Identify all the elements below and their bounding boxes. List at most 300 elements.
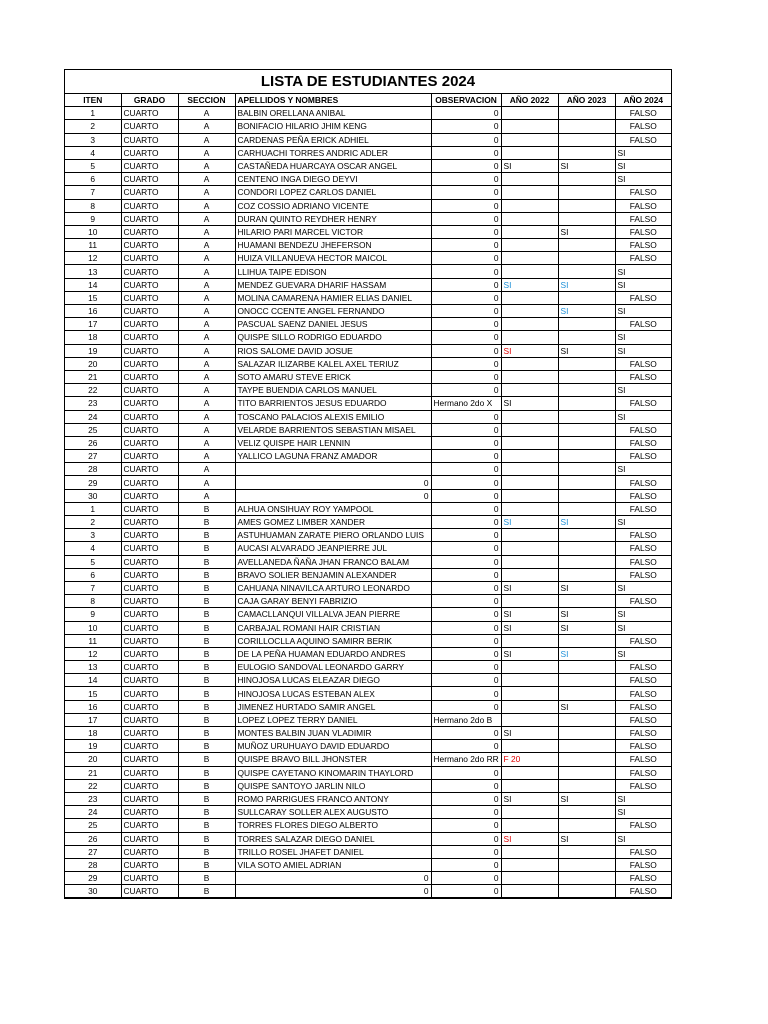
- cell-seccion[interactable]: A: [178, 489, 235, 502]
- cell-grado[interactable]: CUARTO: [121, 845, 178, 858]
- cell-observacion[interactable]: 0: [431, 806, 501, 819]
- cell-seccion[interactable]: A: [178, 199, 235, 212]
- cell-apellidos-nombres[interactable]: ALHUA ONSIHUAY ROY YAMPOOL: [235, 502, 431, 515]
- cell-ano-2022[interactable]: [501, 872, 558, 885]
- cell-ano-2024[interactable]: FALSO: [615, 779, 671, 792]
- cell-ano-2023[interactable]: [558, 199, 615, 212]
- cell-seccion[interactable]: A: [178, 410, 235, 423]
- cell-apellidos-nombres[interactable]: AVELLANEDA ÑAÑA JHAN FRANCO BALAM: [235, 555, 431, 568]
- cell-seccion[interactable]: B: [178, 872, 235, 885]
- cell-grado[interactable]: CUARTO: [121, 687, 178, 700]
- cell-ano-2023[interactable]: [558, 133, 615, 146]
- cell-ano-2024[interactable]: FALSO: [615, 740, 671, 753]
- cell-observacion[interactable]: 0: [431, 423, 501, 436]
- cell-seccion[interactable]: A: [178, 476, 235, 489]
- cell-iten[interactable]: 30: [65, 885, 121, 898]
- cell-iten[interactable]: 12: [65, 252, 121, 265]
- cell-ano-2023[interactable]: SI: [558, 700, 615, 713]
- cell-ano-2023[interactable]: [558, 806, 615, 819]
- cell-observacion[interactable]: 0: [431, 674, 501, 687]
- cell-iten[interactable]: 3: [65, 133, 121, 146]
- cell-ano-2022[interactable]: [501, 318, 558, 331]
- cell-seccion[interactable]: A: [178, 265, 235, 278]
- cell-apellidos-nombres[interactable]: VELIZ QUISPE HAIR LENNIN: [235, 436, 431, 449]
- cell-observacion[interactable]: 0: [431, 291, 501, 304]
- cell-ano-2024[interactable]: FALSO: [615, 713, 671, 726]
- cell-iten[interactable]: 26: [65, 832, 121, 845]
- cell-grado[interactable]: CUARTO: [121, 806, 178, 819]
- cell-observacion[interactable]: Hermano 2do X: [431, 397, 501, 410]
- cell-observacion[interactable]: 0: [431, 278, 501, 291]
- cell-observacion[interactable]: 0: [431, 239, 501, 252]
- cell-iten[interactable]: 1: [65, 107, 121, 120]
- cell-ano-2024[interactable]: SI: [615, 146, 671, 159]
- cell-ano-2022[interactable]: [501, 819, 558, 832]
- cell-apellidos-nombres[interactable]: CARBAJAL ROMANI HAIR CRISTIAN: [235, 621, 431, 634]
- cell-ano-2023[interactable]: [558, 727, 615, 740]
- cell-observacion[interactable]: 0: [431, 542, 501, 555]
- cell-grado[interactable]: CUARTO: [121, 252, 178, 265]
- cell-ano-2024[interactable]: FALSO: [615, 819, 671, 832]
- cell-iten[interactable]: 10: [65, 621, 121, 634]
- cell-ano-2024[interactable]: SI: [615, 265, 671, 278]
- cell-apellidos-nombres[interactable]: CARHUACHI TORRES ANDRIC ADLER: [235, 146, 431, 159]
- cell-apellidos-nombres[interactable]: ONOCC CCENTE ANGEL FERNANDO: [235, 305, 431, 318]
- cell-grado[interactable]: CUARTO: [121, 318, 178, 331]
- cell-ano-2022[interactable]: [501, 146, 558, 159]
- cell-seccion[interactable]: A: [178, 357, 235, 370]
- cell-seccion[interactable]: A: [178, 423, 235, 436]
- cell-iten[interactable]: 27: [65, 845, 121, 858]
- cell-observacion[interactable]: 0: [431, 463, 501, 476]
- cell-ano-2022[interactable]: [501, 120, 558, 133]
- cell-ano-2024[interactable]: SI: [615, 173, 671, 186]
- cell-ano-2023[interactable]: [558, 450, 615, 463]
- cell-ano-2023[interactable]: [558, 423, 615, 436]
- cell-grado[interactable]: CUARTO: [121, 397, 178, 410]
- cell-seccion[interactable]: B: [178, 542, 235, 555]
- cell-grado[interactable]: CUARTO: [121, 885, 178, 898]
- cell-grado[interactable]: CUARTO: [121, 792, 178, 805]
- cell-iten[interactable]: 9: [65, 212, 121, 225]
- cell-iten[interactable]: 7: [65, 186, 121, 199]
- cell-ano-2022[interactable]: [501, 463, 558, 476]
- cell-iten[interactable]: 5: [65, 555, 121, 568]
- cell-apellidos-nombres[interactable]: MOLINA CAMARENA HAMIER ELIAS DANIEL: [235, 291, 431, 304]
- cell-observacion[interactable]: 0: [431, 436, 501, 449]
- cell-grado[interactable]: CUARTO: [121, 357, 178, 370]
- cell-seccion[interactable]: A: [178, 344, 235, 357]
- cell-apellidos-nombres[interactable]: [235, 463, 431, 476]
- cell-ano-2022[interactable]: [501, 331, 558, 344]
- cell-iten[interactable]: 29: [65, 872, 121, 885]
- cell-ano-2023[interactable]: [558, 595, 615, 608]
- cell-observacion[interactable]: 0: [431, 265, 501, 278]
- cell-ano-2022[interactable]: [501, 305, 558, 318]
- cell-observacion[interactable]: 0: [431, 173, 501, 186]
- cell-seccion[interactable]: A: [178, 225, 235, 238]
- cell-ano-2023[interactable]: [558, 502, 615, 515]
- cell-ano-2023[interactable]: [558, 173, 615, 186]
- cell-seccion[interactable]: A: [178, 239, 235, 252]
- col-header-ano-2023[interactable]: AÑO 2023: [558, 94, 615, 107]
- cell-iten[interactable]: 20: [65, 753, 121, 766]
- cell-iten[interactable]: 16: [65, 305, 121, 318]
- col-header-ano-2024[interactable]: AÑO 2024: [615, 94, 671, 107]
- cell-ano-2022[interactable]: [501, 634, 558, 647]
- col-header-ano-2022[interactable]: AÑO 2022: [501, 94, 558, 107]
- cell-seccion[interactable]: B: [178, 568, 235, 581]
- cell-seccion[interactable]: A: [178, 291, 235, 304]
- cell-iten[interactable]: 24: [65, 410, 121, 423]
- cell-ano-2022[interactable]: [501, 766, 558, 779]
- cell-ano-2022[interactable]: [501, 595, 558, 608]
- cell-ano-2023[interactable]: [558, 489, 615, 502]
- cell-grado[interactable]: CUARTO: [121, 225, 178, 238]
- cell-grado[interactable]: CUARTO: [121, 502, 178, 515]
- cell-iten[interactable]: 17: [65, 713, 121, 726]
- cell-ano-2024[interactable]: SI: [615, 463, 671, 476]
- cell-apellidos-nombres[interactable]: TOSCANO PALACIOS ALEXIS EMILIO: [235, 410, 431, 423]
- cell-ano-2024[interactable]: FALSO: [615, 687, 671, 700]
- cell-ano-2024[interactable]: FALSO: [615, 858, 671, 871]
- cell-observacion[interactable]: 0: [431, 212, 501, 225]
- cell-apellidos-nombres[interactable]: VILA SOTO AMIEL ADRIAN: [235, 858, 431, 871]
- cell-iten[interactable]: 15: [65, 291, 121, 304]
- cell-iten[interactable]: 7: [65, 581, 121, 594]
- cell-seccion[interactable]: A: [178, 370, 235, 383]
- cell-observacion[interactable]: 0: [431, 621, 501, 634]
- cell-apellidos-nombres[interactable]: TRILLO ROSEL JHAFET DANIEL: [235, 845, 431, 858]
- cell-apellidos-nombres[interactable]: QUISPE SILLO RODRIGO EDUARDO: [235, 331, 431, 344]
- cell-apellidos-nombres[interactable]: HUIZA VILLANUEVA HECTOR MAICOL: [235, 252, 431, 265]
- cell-seccion[interactable]: A: [178, 384, 235, 397]
- cell-grado[interactable]: CUARTO: [121, 766, 178, 779]
- cell-ano-2024[interactable]: FALSO: [615, 423, 671, 436]
- cell-grado[interactable]: CUARTO: [121, 146, 178, 159]
- cell-ano-2023[interactable]: [558, 107, 615, 120]
- cell-ano-2023[interactable]: SI: [558, 278, 615, 291]
- cell-grado[interactable]: CUARTO: [121, 423, 178, 436]
- cell-ano-2024[interactable]: FALSO: [615, 753, 671, 766]
- cell-ano-2023[interactable]: [558, 674, 615, 687]
- cell-ano-2022[interactable]: [501, 740, 558, 753]
- cell-observacion[interactable]: 0: [431, 186, 501, 199]
- cell-grado[interactable]: CUARTO: [121, 753, 178, 766]
- cell-iten[interactable]: 21: [65, 766, 121, 779]
- cell-apellidos-nombres[interactable]: BRAVO SOLIER BENJAMIN ALEXANDER: [235, 568, 431, 581]
- cell-iten[interactable]: 30: [65, 489, 121, 502]
- cell-iten[interactable]: 10: [65, 225, 121, 238]
- cell-ano-2023[interactable]: SI: [558, 608, 615, 621]
- cell-ano-2023[interactable]: SI: [558, 225, 615, 238]
- cell-seccion[interactable]: A: [178, 133, 235, 146]
- cell-apellidos-nombres[interactable]: CAJA GARAY BENYI FABRIZIO: [235, 595, 431, 608]
- cell-ano-2022[interactable]: [501, 529, 558, 542]
- cell-grado[interactable]: CUARTO: [121, 661, 178, 674]
- cell-apellidos-nombres[interactable]: MONTES BALBIN JUAN VLADIMIR: [235, 727, 431, 740]
- cell-ano-2023[interactable]: [558, 542, 615, 555]
- cell-seccion[interactable]: B: [178, 700, 235, 713]
- cell-iten[interactable]: 6: [65, 173, 121, 186]
- cell-apellidos-nombres[interactable]: CONDORI LOPEZ CARLOS DANIEL: [235, 186, 431, 199]
- cell-ano-2024[interactable]: FALSO: [615, 634, 671, 647]
- cell-grado[interactable]: CUARTO: [121, 344, 178, 357]
- cell-ano-2022[interactable]: SI: [501, 581, 558, 594]
- cell-ano-2024[interactable]: SI: [615, 410, 671, 423]
- cell-seccion[interactable]: B: [178, 740, 235, 753]
- cell-observacion[interactable]: 0: [431, 661, 501, 674]
- cell-ano-2022[interactable]: [501, 555, 558, 568]
- cell-observacion[interactable]: 0: [431, 133, 501, 146]
- cell-seccion[interactable]: A: [178, 436, 235, 449]
- cell-ano-2023[interactable]: [558, 265, 615, 278]
- cell-iten[interactable]: 14: [65, 278, 121, 291]
- cell-apellidos-nombres[interactable]: SULLCARAY SOLLER ALEX AUGUSTO: [235, 806, 431, 819]
- cell-ano-2024[interactable]: FALSO: [615, 133, 671, 146]
- cell-ano-2024[interactable]: SI: [615, 278, 671, 291]
- cell-apellidos-nombres[interactable]: HINOJOSA LUCAS ESTEBAN ALEX: [235, 687, 431, 700]
- cell-ano-2024[interactable]: SI: [615, 305, 671, 318]
- cell-grado[interactable]: CUARTO: [121, 555, 178, 568]
- cell-observacion[interactable]: 0: [431, 647, 501, 660]
- cell-apellidos-nombres[interactable]: ROMO PARRIGUES FRANCO ANTONY: [235, 792, 431, 805]
- cell-grado[interactable]: CUARTO: [121, 700, 178, 713]
- cell-observacion[interactable]: 0: [431, 357, 501, 370]
- col-header-seccion[interactable]: SECCION: [178, 94, 235, 107]
- cell-seccion[interactable]: A: [178, 120, 235, 133]
- cell-seccion[interactable]: B: [178, 608, 235, 621]
- cell-apellidos-nombres[interactable]: CENTENO INGA DIEGO DEYVI: [235, 173, 431, 186]
- cell-ano-2023[interactable]: SI: [558, 832, 615, 845]
- cell-observacion[interactable]: 0: [431, 529, 501, 542]
- cell-observacion[interactable]: 0: [431, 885, 501, 898]
- cell-observacion[interactable]: 0: [431, 370, 501, 383]
- cell-ano-2024[interactable]: SI: [615, 516, 671, 529]
- cell-apellidos-nombres[interactable]: LOPEZ LOPEZ TERRY DANIEL: [235, 713, 431, 726]
- cell-apellidos-nombres[interactable]: MUÑOZ URUHUAYO DAVID EDUARDO: [235, 740, 431, 753]
- cell-ano-2024[interactable]: FALSO: [615, 397, 671, 410]
- cell-ano-2024[interactable]: FALSO: [615, 357, 671, 370]
- cell-observacion[interactable]: 0: [431, 595, 501, 608]
- cell-ano-2023[interactable]: [558, 357, 615, 370]
- cell-ano-2023[interactable]: SI: [558, 647, 615, 660]
- cell-apellidos-nombres[interactable]: TITO BARRIENTOS JESUS EDUARDO: [235, 397, 431, 410]
- cell-seccion[interactable]: A: [178, 186, 235, 199]
- cell-apellidos-nombres[interactable]: AUCASI ALVARADO JEANPIERRE JUL: [235, 542, 431, 555]
- cell-apellidos-nombres[interactable]: CAHUANA NINAVILCA ARTURO LEONARDO: [235, 581, 431, 594]
- cell-observacion[interactable]: 0: [431, 634, 501, 647]
- cell-ano-2024[interactable]: FALSO: [615, 120, 671, 133]
- cell-iten[interactable]: 28: [65, 858, 121, 871]
- cell-grado[interactable]: CUARTO: [121, 410, 178, 423]
- cell-observacion[interactable]: 0: [431, 489, 501, 502]
- cell-ano-2023[interactable]: [558, 397, 615, 410]
- cell-grado[interactable]: CUARTO: [121, 384, 178, 397]
- cell-apellidos-nombres[interactable]: 0: [235, 885, 431, 898]
- cell-seccion[interactable]: B: [178, 713, 235, 726]
- cell-apellidos-nombres[interactable]: CAMACLLANQUI VILLALVA JEAN PIERRE: [235, 608, 431, 621]
- cell-ano-2022[interactable]: [501, 252, 558, 265]
- cell-observacion[interactable]: 0: [431, 779, 501, 792]
- cell-iten[interactable]: 14: [65, 674, 121, 687]
- cell-seccion[interactable]: B: [178, 647, 235, 660]
- cell-grado[interactable]: CUARTO: [121, 581, 178, 594]
- cell-grado[interactable]: CUARTO: [121, 740, 178, 753]
- cell-observacion[interactable]: 0: [431, 516, 501, 529]
- cell-seccion[interactable]: B: [178, 529, 235, 542]
- cell-observacion[interactable]: 0: [431, 318, 501, 331]
- cell-ano-2024[interactable]: FALSO: [615, 476, 671, 489]
- cell-grado[interactable]: CUARTO: [121, 120, 178, 133]
- cell-observacion[interactable]: 0: [431, 727, 501, 740]
- cell-observacion[interactable]: 0: [431, 740, 501, 753]
- cell-seccion[interactable]: A: [178, 331, 235, 344]
- cell-ano-2022[interactable]: [501, 806, 558, 819]
- cell-iten[interactable]: 18: [65, 727, 121, 740]
- cell-iten[interactable]: 19: [65, 740, 121, 753]
- cell-ano-2024[interactable]: SI: [615, 792, 671, 805]
- cell-ano-2023[interactable]: [558, 212, 615, 225]
- cell-seccion[interactable]: A: [178, 212, 235, 225]
- cell-observacion[interactable]: 0: [431, 581, 501, 594]
- cell-ano-2024[interactable]: FALSO: [615, 212, 671, 225]
- cell-grado[interactable]: CUARTO: [121, 516, 178, 529]
- cell-ano-2022[interactable]: [501, 885, 558, 898]
- cell-ano-2023[interactable]: [558, 436, 615, 449]
- cell-grado[interactable]: CUARTO: [121, 621, 178, 634]
- cell-apellidos-nombres[interactable]: JIMENEZ HURTADO SAMIR ANGEL: [235, 700, 431, 713]
- cell-ano-2022[interactable]: [501, 357, 558, 370]
- cell-apellidos-nombres[interactable]: 0: [235, 872, 431, 885]
- cell-iten[interactable]: 1: [65, 502, 121, 515]
- cell-observacion[interactable]: 0: [431, 832, 501, 845]
- cell-ano-2022[interactable]: SI: [501, 832, 558, 845]
- cell-ano-2023[interactable]: [558, 331, 615, 344]
- cell-ano-2022[interactable]: SI: [501, 621, 558, 634]
- cell-iten[interactable]: 19: [65, 344, 121, 357]
- cell-observacion[interactable]: 0: [431, 450, 501, 463]
- cell-ano-2024[interactable]: FALSO: [615, 450, 671, 463]
- cell-iten[interactable]: 4: [65, 542, 121, 555]
- cell-ano-2024[interactable]: FALSO: [615, 186, 671, 199]
- cell-ano-2024[interactable]: SI: [615, 331, 671, 344]
- cell-ano-2023[interactable]: [558, 819, 615, 832]
- cell-ano-2024[interactable]: FALSO: [615, 252, 671, 265]
- cell-ano-2022[interactable]: [501, 489, 558, 502]
- cell-ano-2024[interactable]: FALSO: [615, 595, 671, 608]
- cell-grado[interactable]: CUARTO: [121, 370, 178, 383]
- cell-ano-2022[interactable]: [501, 502, 558, 515]
- cell-ano-2024[interactable]: FALSO: [615, 225, 671, 238]
- cell-seccion[interactable]: A: [178, 159, 235, 172]
- cell-iten[interactable]: 17: [65, 318, 121, 331]
- cell-grado[interactable]: CUARTO: [121, 186, 178, 199]
- cell-apellidos-nombres[interactable]: CORILLOCLLA AQUINO SAMIRR BERIK: [235, 634, 431, 647]
- cell-apellidos-nombres[interactable]: 0: [235, 489, 431, 502]
- cell-apellidos-nombres[interactable]: VELARDE BARRIENTOS SEBASTIAN MISAEL: [235, 423, 431, 436]
- cell-iten[interactable]: 11: [65, 634, 121, 647]
- cell-ano-2023[interactable]: SI: [558, 344, 615, 357]
- cell-grado[interactable]: CUARTO: [121, 647, 178, 660]
- cell-grado[interactable]: CUARTO: [121, 463, 178, 476]
- cell-ano-2023[interactable]: [558, 872, 615, 885]
- cell-ano-2022[interactable]: SI: [501, 397, 558, 410]
- cell-seccion[interactable]: B: [178, 502, 235, 515]
- cell-seccion[interactable]: B: [178, 806, 235, 819]
- cell-ano-2022[interactable]: [501, 476, 558, 489]
- cell-seccion[interactable]: B: [178, 674, 235, 687]
- cell-ano-2022[interactable]: [501, 225, 558, 238]
- cell-iten[interactable]: 20: [65, 357, 121, 370]
- cell-ano-2023[interactable]: [558, 291, 615, 304]
- cell-ano-2023[interactable]: [558, 555, 615, 568]
- cell-grado[interactable]: CUARTO: [121, 595, 178, 608]
- cell-iten[interactable]: 15: [65, 687, 121, 700]
- cell-iten[interactable]: 13: [65, 265, 121, 278]
- cell-seccion[interactable]: B: [178, 753, 235, 766]
- cell-ano-2024[interactable]: FALSO: [615, 529, 671, 542]
- cell-seccion[interactable]: B: [178, 687, 235, 700]
- cell-apellidos-nombres[interactable]: YALLICO LAGUNA FRANZ AMADOR: [235, 450, 431, 463]
- cell-iten[interactable]: 13: [65, 661, 121, 674]
- cell-ano-2022[interactable]: [501, 107, 558, 120]
- cell-apellidos-nombres[interactable]: BONIFACIO HILARIO JHIM KENG: [235, 120, 431, 133]
- cell-ano-2023[interactable]: [558, 779, 615, 792]
- cell-grado[interactable]: CUARTO: [121, 212, 178, 225]
- cell-iten[interactable]: 25: [65, 819, 121, 832]
- cell-apellidos-nombres[interactable]: QUISPE BRAVO BILL JHONSTER: [235, 753, 431, 766]
- cell-observacion[interactable]: 0: [431, 555, 501, 568]
- cell-ano-2022[interactable]: SI: [501, 792, 558, 805]
- cell-grado[interactable]: CUARTO: [121, 450, 178, 463]
- cell-ano-2023[interactable]: [558, 476, 615, 489]
- cell-ano-2024[interactable]: FALSO: [615, 700, 671, 713]
- cell-iten[interactable]: 22: [65, 779, 121, 792]
- cell-apellidos-nombres[interactable]: RIOS SALOME DAVID JOSUE: [235, 344, 431, 357]
- cell-ano-2023[interactable]: [558, 740, 615, 753]
- cell-grado[interactable]: CUARTO: [121, 107, 178, 120]
- cell-observacion[interactable]: 0: [431, 608, 501, 621]
- cell-seccion[interactable]: A: [178, 252, 235, 265]
- cell-ano-2024[interactable]: FALSO: [615, 436, 671, 449]
- cell-observacion[interactable]: Hermano 2do B: [431, 713, 501, 726]
- cell-apellidos-nombres[interactable]: AMES GOMEZ LIMBER XANDER: [235, 516, 431, 529]
- cell-iten[interactable]: 29: [65, 476, 121, 489]
- cell-observacion[interactable]: 0: [431, 502, 501, 515]
- cell-ano-2022[interactable]: [501, 674, 558, 687]
- cell-grado[interactable]: CUARTO: [121, 331, 178, 344]
- cell-ano-2024[interactable]: FALSO: [615, 766, 671, 779]
- cell-grado[interactable]: CUARTO: [121, 674, 178, 687]
- cell-ano-2022[interactable]: [501, 568, 558, 581]
- cell-ano-2022[interactable]: [501, 436, 558, 449]
- cell-grado[interactable]: CUARTO: [121, 489, 178, 502]
- cell-iten[interactable]: 9: [65, 608, 121, 621]
- cell-seccion[interactable]: B: [178, 792, 235, 805]
- cell-apellidos-nombres[interactable]: LLIHUA TAIPE EDISON: [235, 265, 431, 278]
- cell-ano-2023[interactable]: SI: [558, 621, 615, 634]
- cell-apellidos-nombres[interactable]: DE LA PEÑA HUAMAN EDUARDO ANDRES: [235, 647, 431, 660]
- cell-ano-2023[interactable]: [558, 384, 615, 397]
- cell-ano-2022[interactable]: [501, 291, 558, 304]
- cell-apellidos-nombres[interactable]: DURAN QUINTO REYDHER HENRY: [235, 212, 431, 225]
- cell-ano-2022[interactable]: [501, 779, 558, 792]
- cell-seccion[interactable]: B: [178, 832, 235, 845]
- cell-apellidos-nombres[interactable]: CARDENAS PEÑA ERICK ADHIEL: [235, 133, 431, 146]
- cell-ano-2024[interactable]: SI: [615, 621, 671, 634]
- cell-seccion[interactable]: B: [178, 779, 235, 792]
